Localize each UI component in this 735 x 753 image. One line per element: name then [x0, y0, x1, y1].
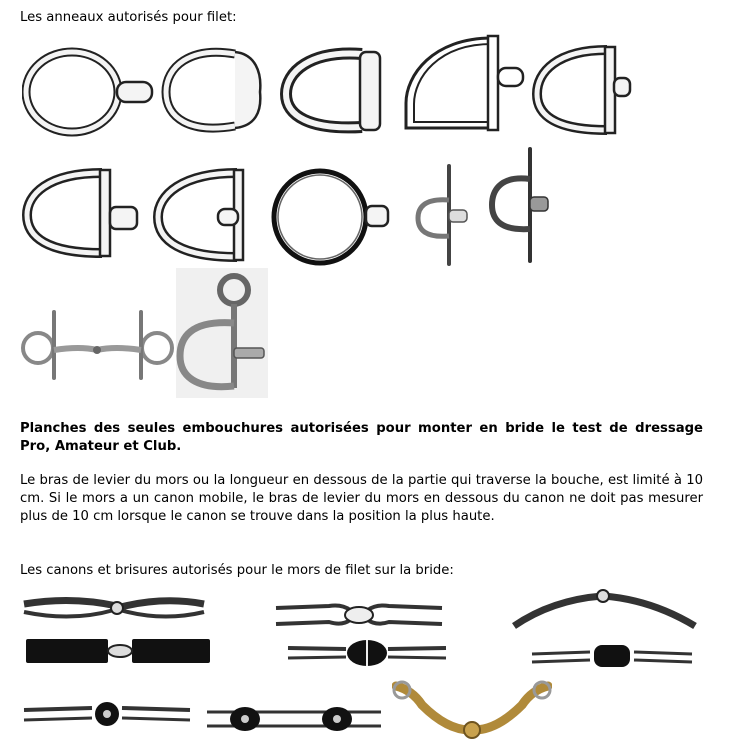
- rings-heading: Les anneaux autorisés pour filet:: [20, 10, 237, 25]
- mouthpiece-image-center-barrel: [530, 640, 695, 672]
- ring-image-eggbutt: [160, 42, 275, 137]
- mouthpiece-image-french-link: [274, 598, 444, 633]
- bits-heading: Planches des seules embouchures autorisées pour monter en bride le test de dressage Pro, Amateur et Club.: [20, 421, 703, 454]
- lever-arm-paragraph: Le bras de levier du mors ou la longueur en dessous de la partie qui traverse la bouche, est limité à 10 cm. Si le mors a un canon mobile, le bras de levier du mors en dessous du canon ne doit pas mesurer plus de 10 cm lorsque le canon se trouve dans la position la plus haute.: [20, 473, 703, 524]
- mouthpiece-image-curved-jointed: [512, 578, 697, 633]
- ring-image-d-ring-3: [152, 165, 262, 265]
- ring-image-round-ring: [268, 162, 393, 272]
- ring-image-cheek-snaffle: [488, 145, 553, 265]
- bit-image-gag-ring: [176, 268, 268, 398]
- mouthpieces-heading: Les canons et brisures autorisés pour le mors de filet sur la bride:: [20, 563, 454, 578]
- mouthpiece-image-single-jointed: [22, 588, 207, 633]
- mouthpiece-image-rubber-jointed: [24, 633, 212, 669]
- ring-image-loose-ring: [22, 45, 157, 140]
- mouthpiece-image-gold-jointed: [392, 680, 552, 750]
- ring-image-d-ring-2: [22, 165, 142, 260]
- ring-image-cheek-snaffle-small: [412, 160, 472, 270]
- ring-image-d-ring: [532, 42, 632, 137]
- snaffle-image-full-cheek: [20, 310, 175, 380]
- ring-image-d-ring-large: [402, 28, 527, 138]
- mouthpiece-image-ball-center: [22, 694, 192, 734]
- ring-image-d-ring-eggbutt: [280, 42, 390, 137]
- mouthpiece-image-lozenge: [286, 636, 448, 670]
- mouthpiece-image-double-roller: [205, 700, 383, 738]
